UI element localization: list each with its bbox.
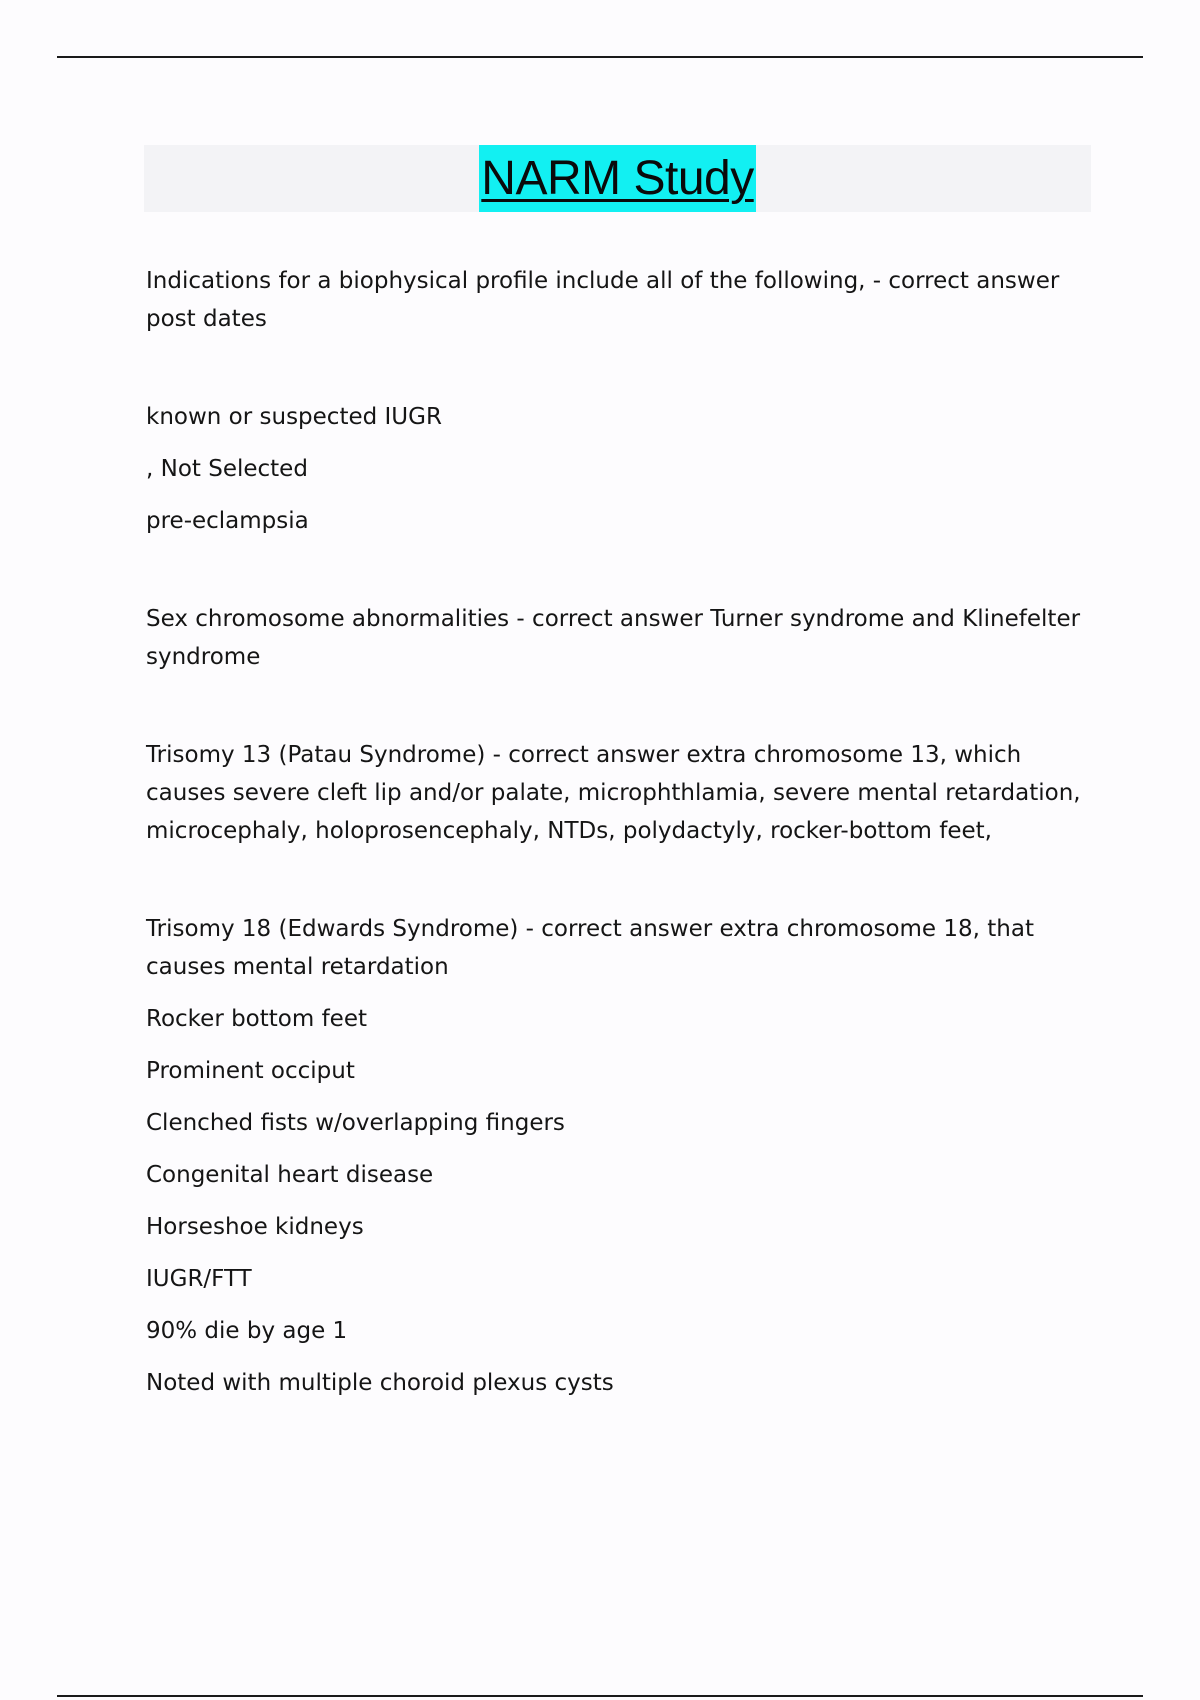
page-title: NARM Study [479, 145, 755, 212]
answer-options [146, 398, 1086, 540]
list-item: known or suspected IUGR [146, 404, 442, 430]
answer-text: causes severe cleft lip and/or palate, microphthlamia, severe mental retardation, [146, 780, 1081, 806]
question-text: Trisomy 18 (Edwards Syndrome) - correct answer extra chromosome 18, that [146, 916, 1034, 942]
list-item: pre-eclampsia [146, 508, 309, 534]
answer-text: post dates [146, 306, 267, 332]
question-trisomy-18 [146, 910, 1086, 1402]
list-item: Congenital heart disease [146, 1162, 434, 1188]
list-item: IUGR/FTT [146, 1266, 252, 1292]
header-rule [57, 56, 1143, 58]
answer-text: causes mental retardation [146, 954, 449, 980]
list-item: Prominent occiput [146, 1058, 355, 1084]
question-sex-chromosome [146, 600, 1086, 676]
footer-rule [57, 1695, 1143, 1697]
list-item: Rocker bottom feet [146, 1006, 367, 1032]
list-item: , Not Selected [146, 456, 308, 482]
question-trisomy-13 [146, 736, 1086, 850]
list-item: Horseshoe kidneys [146, 1214, 364, 1240]
list-item: Clenched fists w/overlapping fingers [146, 1110, 565, 1136]
question-text: Indications for a biophysical profile include all of the following, - correct answer [146, 268, 1060, 294]
answer-text: syndrome [146, 644, 261, 670]
list-item: Noted with multiple choroid plexus cysts [146, 1370, 614, 1396]
question-text: Trisomy 13 (Patau Syndrome) - correct answer extra chromosome 13, which [146, 742, 1022, 768]
question-biophysical-profile [146, 262, 1086, 338]
answer-text: microcephaly, holoprosencephaly, NTDs, polydactyly, rocker-bottom feet, [146, 818, 992, 844]
question-text: Sex chromosome abnormalities - correct answer Turner syndrome and Klinefelter [146, 606, 1081, 632]
title-band [144, 145, 1091, 212]
document-body [146, 262, 1086, 1402]
list-item: 90% die by age 1 [146, 1318, 348, 1344]
